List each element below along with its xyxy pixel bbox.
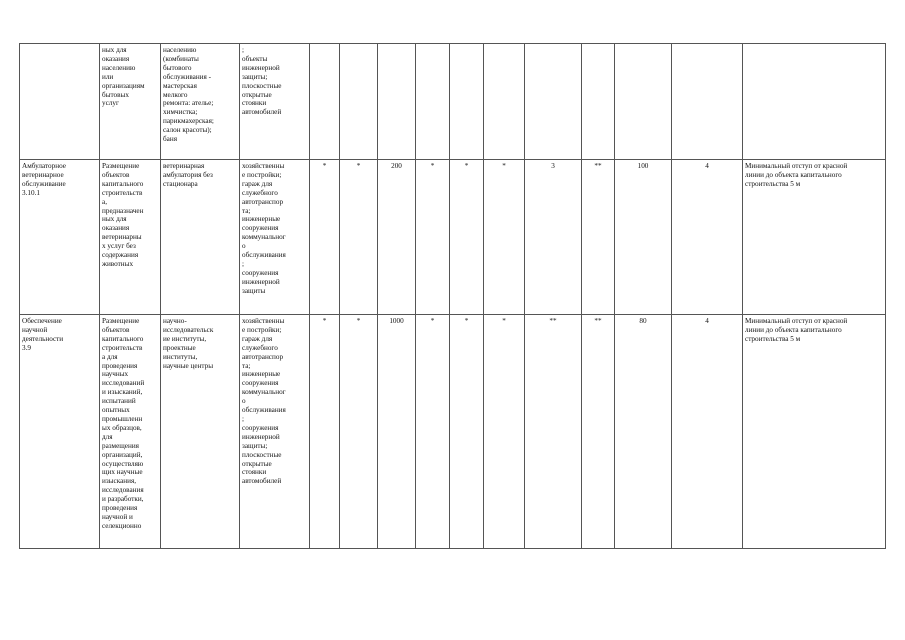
param-cell xyxy=(525,44,582,160)
param-cell xyxy=(378,44,416,160)
param-cell: ** xyxy=(582,315,615,549)
param-cell: 80 xyxy=(615,315,672,549)
param-cell: 100 xyxy=(615,160,672,315)
param-cell: * xyxy=(340,160,378,315)
param-cell: 3 xyxy=(525,160,582,315)
param-cell: 1000 xyxy=(378,315,416,549)
param-cell xyxy=(615,44,672,160)
param-cell xyxy=(340,44,378,160)
param-cell: 200 xyxy=(378,160,416,315)
auxiliary-uses-cell: ; объекты инженерной защиты; плоскостные открытые стоянки автомобилей xyxy=(240,44,310,160)
table-row xyxy=(20,160,886,315)
param-cell: 4 xyxy=(672,160,743,315)
use-type-cell: Обеспечение научной деятельности 3.9 xyxy=(20,315,100,549)
param-cell xyxy=(582,44,615,160)
main-uses-cell: населению (комбинаты бытового обслуживания - мастерская мелкого ремонта: ателье; химчистка; парикмахерская; салон красоты); баня xyxy=(161,44,240,160)
note-cell: Минимальный отступ от красной линии до объекта капитального строительства 5 м xyxy=(743,160,886,315)
param-cell xyxy=(416,44,450,160)
use-description-cell: Размещение объектов капитального строительств а, предназначен ных для оказания ветеринарны х услуг без содержания животных xyxy=(100,160,161,315)
use-type-cell xyxy=(20,44,100,160)
param-cell xyxy=(310,44,340,160)
param-cell xyxy=(450,44,484,160)
param-cell: ** xyxy=(582,160,615,315)
param-cell: * xyxy=(416,160,450,315)
param-cell: * xyxy=(450,315,484,549)
param-cell: ** xyxy=(525,315,582,549)
zoning-regulations-table xyxy=(19,43,886,549)
note-cell: Минимальный отступ от красной линии до объекта капитального строительства 5 м xyxy=(743,315,886,549)
use-description-cell: ных для оказания населению или организациям бытовых услуг xyxy=(100,44,161,160)
param-cell xyxy=(672,44,743,160)
param-cell: * xyxy=(310,160,340,315)
param-cell xyxy=(484,44,525,160)
auxiliary-uses-cell: хозяйственны е постройки; гараж для служебного автотранспор та; инженерные сооружения коммунальног о обслуживания ; сооружения инженерной защиты; плоскостные открытые стоянки автомобилей xyxy=(240,315,310,549)
auxiliary-uses-cell: хозяйственны е постройки; гараж для служебного автотранспор та; инженерные сооружения коммунальног о обслуживания ; сооружения инженерной защиты xyxy=(240,160,310,315)
param-cell: * xyxy=(484,160,525,315)
use-type-cell: Амбулаторное ветеринарное обслуживание 3.10.1 xyxy=(20,160,100,315)
main-uses-cell: научно- исследовательск ие институты, проектные институты, научные центры xyxy=(161,315,240,549)
main-uses-cell: ветеринарная амбулатория без стационара xyxy=(161,160,240,315)
param-cell: * xyxy=(450,160,484,315)
param-cell: 4 xyxy=(672,315,743,549)
note-cell xyxy=(743,44,886,160)
param-cell: * xyxy=(340,315,378,549)
table-row xyxy=(20,44,886,160)
table-row xyxy=(20,315,886,549)
param-cell: * xyxy=(416,315,450,549)
param-cell: * xyxy=(484,315,525,549)
use-description-cell: Размещение объектов капитального строительств а для проведения научных исследований и изысканий, испытаний опытных промышленн ых образцов, для размещения организаций, осуществляю щих научные изыскания, исследования и разработки, проведения научной и селекционно xyxy=(100,315,161,549)
param-cell: * xyxy=(310,315,340,549)
